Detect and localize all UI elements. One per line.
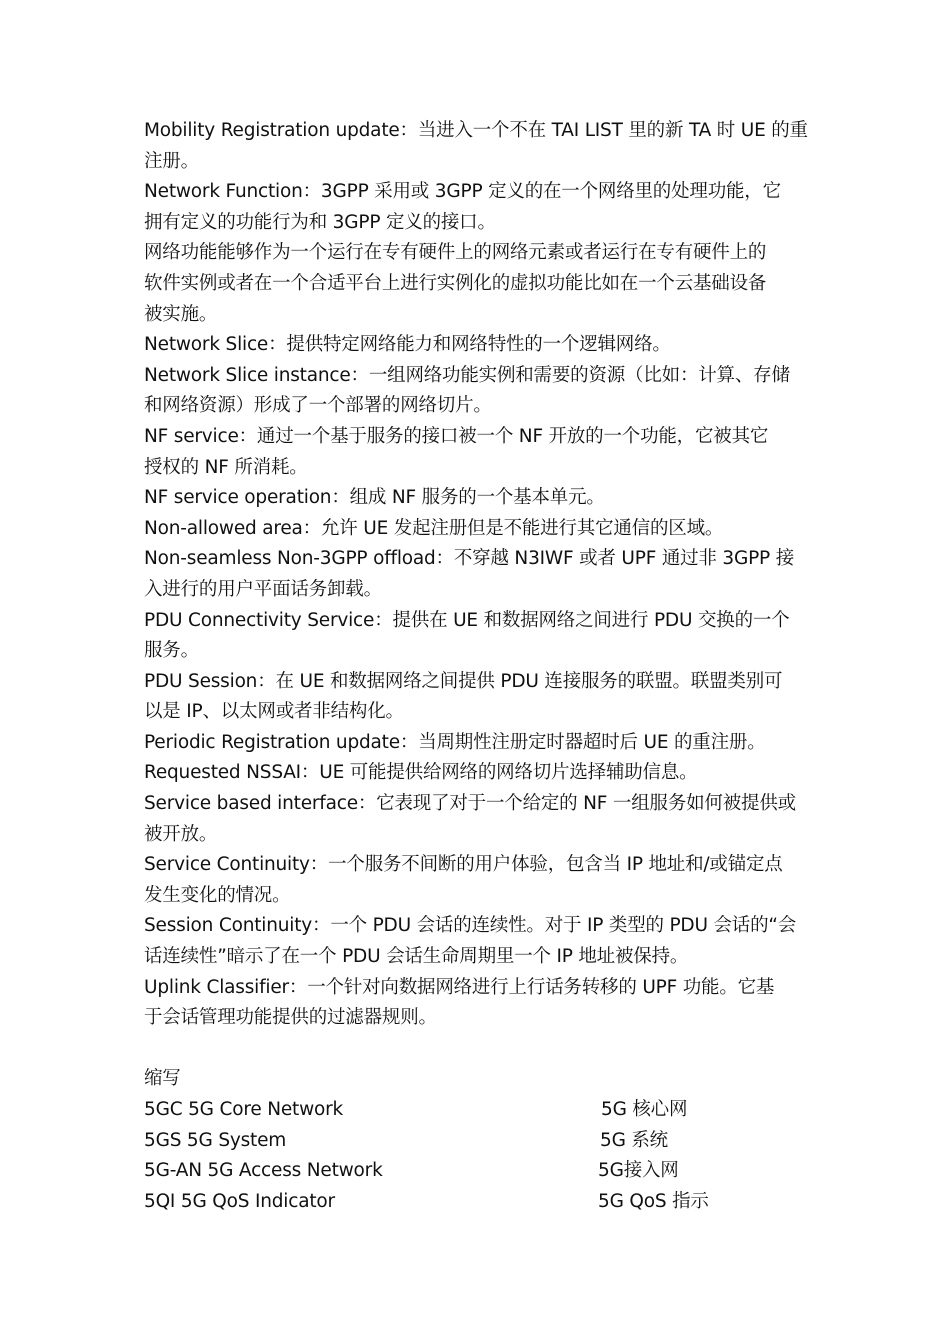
abbreviations-heading: 缩写 xyxy=(144,1068,181,1090)
abbreviation-row xyxy=(144,1156,809,1187)
definition-line: Network Slice instance：一组网络功能实例和需要的资源（比如：计算、存储 xyxy=(144,364,790,386)
definition-line: 以是 IP、以太网或者非结构化。 xyxy=(144,701,404,723)
definition-line: Service Continuity：一个服务不间断的用户体验，包含当 IP 地址和/或锚定点 xyxy=(144,854,783,876)
definition-line: 被开放。 xyxy=(144,823,218,845)
definition-line: NF service：通过一个基于服务的接口被一个 NF 开放的一个功能，它被其它 xyxy=(144,425,769,447)
definition-line: Non-seamless Non-3GPP offload：不穿越 N3IWF 或者 UPF 通过非 3GPP 接 xyxy=(144,548,794,570)
abbreviation-translation: 5G 核心网 xyxy=(601,1099,688,1120)
definition-line: 注册。 xyxy=(144,150,199,172)
document-page xyxy=(144,116,809,1217)
definition-line: 入进行的用户平面话务卸载。 xyxy=(144,578,382,600)
abbreviation-translation: 5G 系统 xyxy=(600,1129,668,1151)
definition-line: Requested NSSAI：UE 可能提供给网络的网络切片选择辅助信息。 xyxy=(144,762,698,784)
definition-line: Non-allowed area：允许 UE 发起注册但是不能进行其它通信的区域。 xyxy=(144,517,724,539)
definition-line: 于会话管理功能提供的过滤器规则。 xyxy=(144,1007,437,1029)
abbreviations-list xyxy=(144,1095,809,1217)
definition-line: PDU Connectivity Service：提供在 UE 和数据网络之间进行 PDU 交换的一个 xyxy=(144,609,790,631)
abbreviation-term: 5GS 5G System xyxy=(144,1129,287,1151)
definition-line: 发生变化的情况。 xyxy=(144,884,291,906)
abbreviation-row xyxy=(144,1095,809,1126)
abbreviation-translation: 5G接入网 xyxy=(598,1160,679,1182)
definition-line: 软件实例或者在一个合适平台上进行实例化的虚拟功能比如在一个云基础设备 xyxy=(144,272,767,294)
definition-line: 授权的 NF 所消耗。 xyxy=(144,456,308,478)
definition-line: PDU Session：在 UE 和数据网络之间提供 PDU 连接服务的联盟。联盟类别可 xyxy=(144,670,783,692)
definition-line: 被实施。 xyxy=(144,303,218,325)
section-gap xyxy=(144,1034,809,1065)
abbreviation-term: 5GC 5G Core Network xyxy=(144,1099,344,1120)
abbreviation-row xyxy=(144,1187,809,1218)
definition-line: 话连续性”暗示了在一个 PDU 会话生命周期里一个 IP 地址被保持。 xyxy=(144,946,689,968)
definition-line: NF service operation：组成 NF 服务的一个基本单元。 xyxy=(144,487,605,509)
abbreviation-term: 5QI 5G QoS Indicator xyxy=(144,1190,335,1212)
definitions-section xyxy=(144,116,809,1034)
definition-line: Network Function：3GPP 采用或 3GPP 定义的在一个网络里的处理功能，它 xyxy=(144,181,781,203)
definition-line: Service based interface：它表现了对于一个给定的 NF 一组服务如何被提供或 xyxy=(144,793,796,815)
abbreviation-row xyxy=(144,1126,809,1157)
definition-line: Periodic Registration update：当周期性注册定时器超时后 UE 的重注册。 xyxy=(144,731,766,753)
definition-line: 服务。 xyxy=(144,640,199,662)
definition-line: 网络功能能够作为一个运行在专有硬件上的网络元素或者运行在专有硬件上的 xyxy=(144,242,767,264)
definition-line: 和网络资源）形成了一个部署的网络切片。 xyxy=(144,395,492,417)
definition-line: Mobility Registration update：当进入一个不在 TAI LIST 里的新 TA 时 UE 的重 xyxy=(144,120,808,141)
definition-line: 拥有定义的功能行为和 3GPP 定义的接口。 xyxy=(144,211,496,233)
abbreviation-term: 5G-AN 5G Access Network xyxy=(144,1160,383,1182)
definition-line: Session Continuity：一个 PDU 会话的连续性。对于 IP 类型的 PDU 会话的“会 xyxy=(144,915,797,937)
definition-line: Network Slice：提供特定网络能力和网络特性的一个逻辑网络。 xyxy=(144,334,671,356)
abbreviation-translation: 5G QoS 指示 xyxy=(598,1190,709,1212)
definition-line: Uplink Classifier：一个针对向数据网络进行上行话务转移的 UPF 功能。它基 xyxy=(144,976,775,998)
